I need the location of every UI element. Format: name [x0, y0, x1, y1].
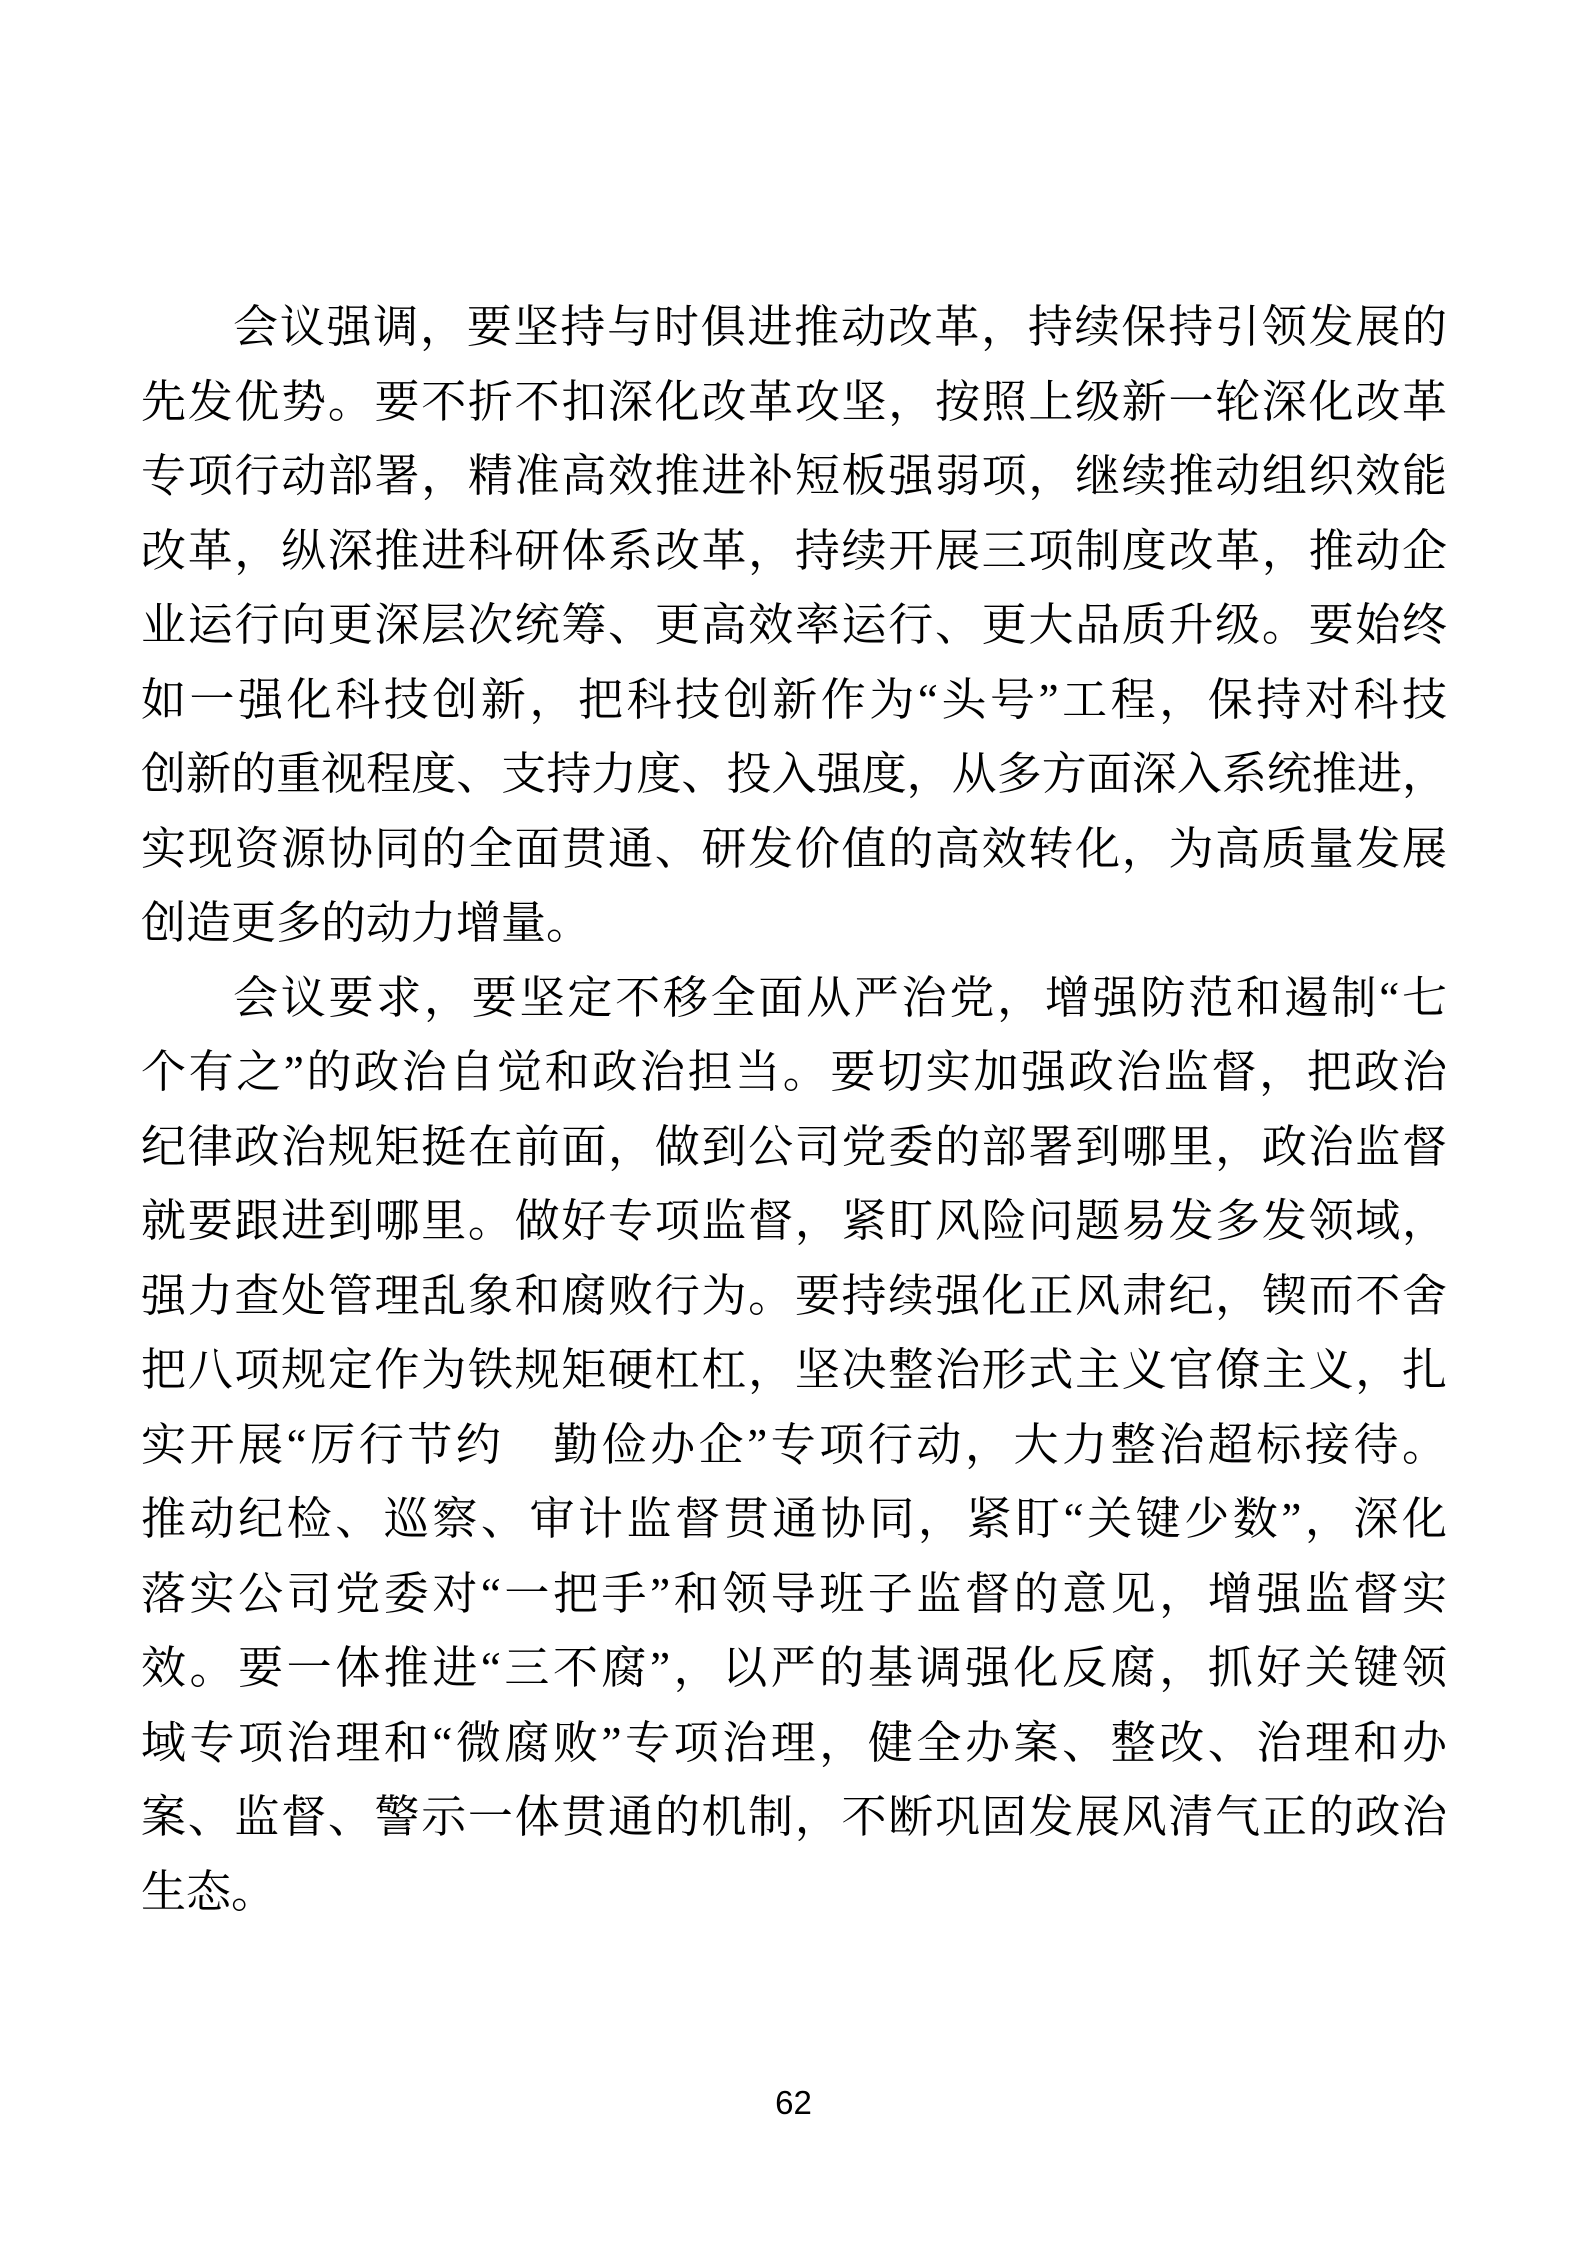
text-line: 会议要求，要坚定不移全面从严治党，增强防范和遏制“七 [233, 972, 1447, 1023]
text-line: 创造更多的动力增量。 [141, 898, 592, 948]
text-line: 落实公司党委对“一把手”和领导班子监督的意见，增强监督实 [141, 1568, 1447, 1619]
text-line: 如一强化科技创新，把科技创新作为“头号”工程，保持对科技 [141, 674, 1447, 725]
text-line: 就要跟进到哪里。做好专项监督，紧盯风险问题易发多发领域， [141, 1196, 1447, 1246]
text-line: 改革，纵深推进科研体系改革，持续开展三项制度改革，推动企 [141, 525, 1447, 576]
text-line: 生态。 [141, 1866, 277, 1917]
page-footer [0, 2083, 1587, 2123]
text-line: 把八项规定作为铁规矩硬杠杠，坚决整治形式主义官僚主义，扎 [141, 1345, 1447, 1395]
text-line: 效。要一体推进“三不腐”，以严的基调强化反腐，抓好关键领 [141, 1643, 1447, 1693]
paragraph-meeting-required [141, 961, 1447, 1930]
text-line: 推动纪检、巡察、审计监督贯通协同，紧盯“关键少数”，深化 [141, 1494, 1447, 1544]
page-number: 62 [775, 2084, 812, 2121]
text-line: 个有之”的政治自觉和政治担当。要切实加强政治监督，把政治 [141, 1047, 1447, 1097]
text-line: 创新的重视程度、支持力度、投入强度，从多方面深入系统推进， [141, 749, 1447, 799]
text-line: 业运行向更深层次统筹、更高效率运行、更大品质升级。要始终 [141, 600, 1447, 650]
text-line: 域专项治理和“微腐败”专项治理，健全办案、整改、治理和办 [141, 1717, 1447, 1768]
text-line: 实现资源协同的全面贯通、研发价值的高效转化，为高质量发展 [141, 823, 1447, 874]
text-line: 实开展“厉行节约 勤俭办企”专项行动，大力整治超标接待。 [141, 1419, 1447, 1470]
text-line: 强力查处管理乱象和腐败行为。要持续强化正风肃纪，锲而不舍 [141, 1270, 1447, 1321]
text-line: 纪律政治规矩挺在前面，做到公司党委的部署到哪里，政治监督 [141, 1121, 1447, 1172]
text-line: 案、监督、警示一体贯通的机制，不断巩固发展风清气正的政治 [141, 1792, 1447, 1842]
text-line: 先发优势。要不折不扣深化改革攻坚，按照上级新一轮深化改革 [141, 376, 1447, 427]
text-line: 专项行动部署，精准高效推进补短板强弱项，继续推动组织效能 [141, 451, 1447, 501]
text-line: 会议强调，要坚持与时俱进推动改革，持续保持引领发展的 [233, 302, 1447, 352]
paragraph-meeting-emphasized [141, 290, 1447, 961]
document-body [141, 290, 1447, 1929]
